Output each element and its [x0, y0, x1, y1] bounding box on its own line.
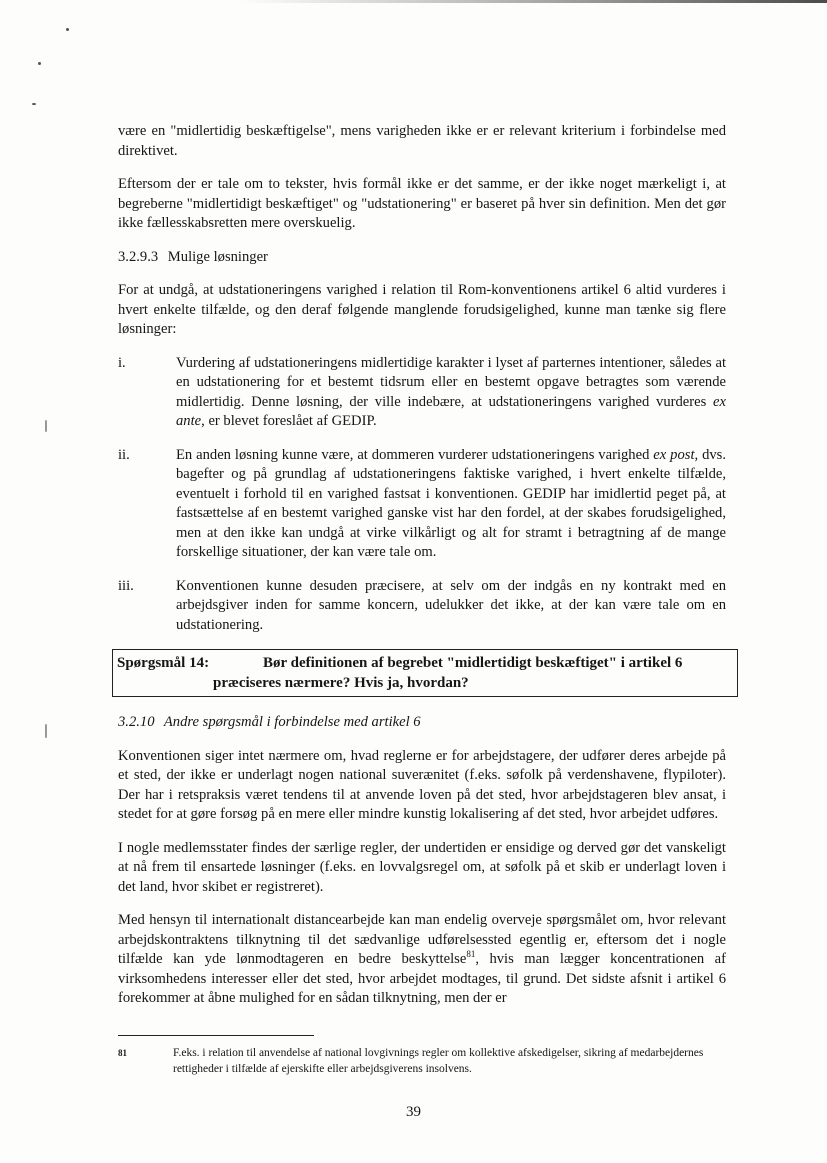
scan-speck — [45, 420, 47, 432]
list-marker: iii. — [118, 577, 134, 594]
paragraph: Med hensyn til internationalt distancearbejde kan man endelig overveje spørgsmålet om, hvor relevant arbejdskontraktens tilknytning til det sædvanlige udførelsessted egentlig er, eftersom det i nogle tilfælde kan yde lønmodtageren en bedre beskyttelse$^{81}$, hvis man lægger koncentrationen af virksomhedens interesser eller det sted, hvor arbejdet modtages, til grund. Det sidste afsnit i artikel 6 forekommer at åbne mulighed for en sådan tilknytning, men der er — [118, 912, 726, 1006]
list-item-text: En anden løsning kunne være, at dommeren vurderer udstationeringens varighed ex post, dvs. bagefter og på grundlag af udstationeringens faktiske varighed, i hvert enkelte tilfælde, eventuelt i forhold til en varighed fastsat i konventionen. GEDIP har imidlertid peget på, at fastsættelse af en bestemt varighed ganske vist har den fordel, at der skabes forudsigelighed, men at den ikke kan undgå at virke vilkårligt og alt for stramt i betragtning af de mange forskellige situationer, der kan være tale om. — [176, 446, 726, 560]
section-heading — [118, 713, 726, 733]
question-text: Bør definitionen af begrebet "midlertidigt beskæftiget" i artikel 6 — [263, 655, 683, 671]
paragraph: I nogle medlemsstater findes der særlige regler, der undertiden er ensidige og derved gør det vanskeligt at nå frem til ensartede løsninger (f.eks. en lovvalgsregel om, at søfolk på et skib er underlagt loven i det land, hvor skibet er registreret). — [118, 839, 726, 895]
paragraph: Eftersom der er tale om to tekster, hvis formål ikke er det samme, er der ikke noget mærkeligt i, at begreberne "midlertidigt beskæftiget" og "udstationering" er baseret på hver sin definition. Men det gør ikke fællesskabsretten mere overskuelig. — [118, 176, 726, 231]
section-number: 3.2.10 — [118, 714, 155, 730]
question-box — [112, 649, 738, 697]
section-title: Mulige løsninger — [167, 248, 268, 265]
paragraph: Konventionen siger intet nærmere om, hvad reglerne er for arbejdstagere, der udfører deres arbejde på et sted, der ikke er underlagt nogen national suverænitet (f.eks. søfolk på verdenshavene, flypiloter). Der har i retspraksis været tendens til at anvende loven på det sted, hvor arbejdstageren blev ansat, i stedet for at gøre forsøg på en mere eller mindre kunstig lokalisering af det sted, hvor arbejdet udføres. — [118, 747, 726, 822]
footnote-divider — [118, 1035, 314, 1036]
list-marker: i. — [118, 354, 126, 371]
italic-term: ex post — [653, 446, 695, 463]
list-item — [118, 446, 726, 563]
section-number: 3.2.9.3 — [118, 248, 159, 265]
list-item — [118, 354, 726, 432]
paragraph: For at undgå, at udstationeringens varighed i relation til Rom-konventionens artikel 6 altid vurderes i hvert enkelte tilfælde, og den deraf følgende manglende forudsigelighed, kunne man tænke sig flere løsninger: — [118, 282, 726, 337]
question-text-continued: præciseres nærmere? Hvis ja, hvordan? — [213, 674, 469, 691]
scan-speck — [66, 28, 69, 31]
section-heading — [118, 248, 726, 268]
list-item — [118, 577, 726, 636]
footnote-text: F.eks. i relation til anvendelse af national lovgivnings regler om kollektive afskedigelser, sikring af medarbejdernes rettigheder i tilfælde af ejerskifte eller arbejdsgiverens insolvens. — [173, 1047, 704, 1075]
footnote-ref: 81 — [466, 949, 476, 960]
scan-speck — [45, 724, 47, 738]
scan-edge-shadow — [240, 0, 827, 3]
list-item-text: Konventionen kunne desuden præcisere, at selv om der indgås en ny kontrakt med en arbejdsgiver inden for samme koncern, udelukker det ikke, at der kan være tale om en udstationering. — [176, 577, 726, 633]
list-marker: ii. — [118, 446, 130, 463]
page-number: 39 — [406, 1104, 421, 1120]
paragraph: være en "midlertidig beskæftigelse", mens varigheden ikke er er relevant kriterium i forbindelse med direktivet. — [118, 123, 726, 159]
list-item-text: Vurdering af udstationeringens midlertidige karakter i lyset af parternes intentioner, således at en udstationering for et bestemt tidsrum eller en bestemt opgave betragtes som værende midlertidig. Denne løsning, der ville indebære, at udstationeringens varighed vurderes ex ante, er blevet foreslået af GEDIP. — [176, 354, 726, 429]
question-label: Spørgsmål 14: — [117, 655, 210, 671]
scan-speck — [38, 62, 41, 65]
solutions-list — [118, 354, 726, 636]
footnote-number: 81 — [118, 1048, 127, 1058]
section-title: Andre spørgsmål i forbindelse med artikel 6 — [163, 714, 421, 730]
footnote — [118, 1045, 728, 1077]
scan-speck — [32, 103, 36, 105]
document-page — [118, 122, 726, 1023]
